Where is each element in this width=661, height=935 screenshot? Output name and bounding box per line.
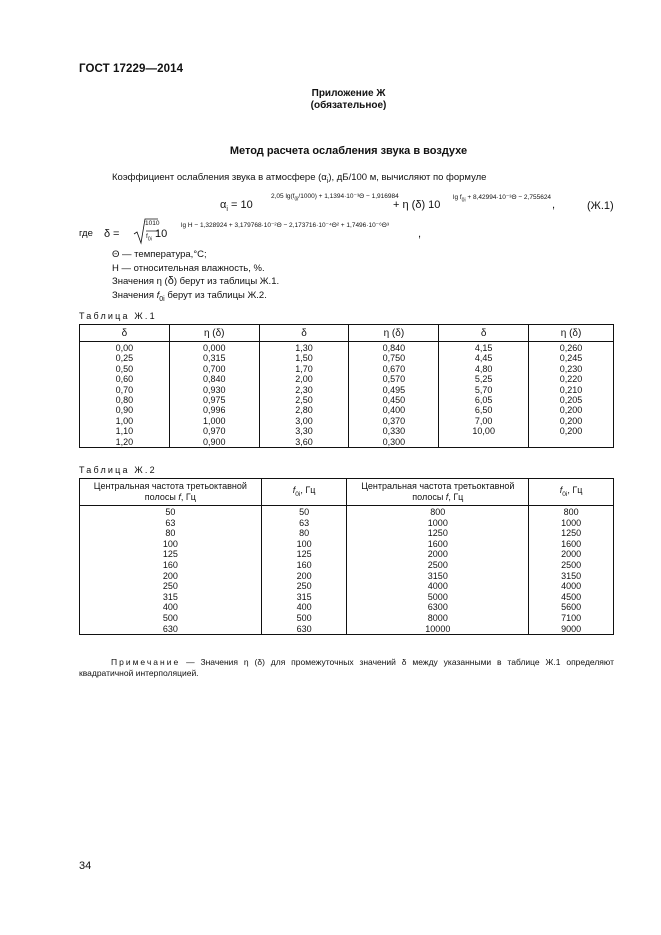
t2h3-line1: Центральная частота третьоктавной (361, 481, 515, 491)
t2h1-f: f (178, 492, 181, 502)
table-cell: 5,25 (439, 374, 529, 384)
table-cell: 3150 (347, 571, 529, 582)
table-cell: 1250 (529, 528, 614, 539)
table-cell: 630 (80, 624, 262, 635)
table-cell: 1,10 (80, 426, 170, 436)
table-cell: 80 (80, 528, 262, 539)
delta-base: 10 (155, 228, 168, 240)
table-cell: 7100 (529, 613, 614, 624)
t2h2-f: f (292, 484, 296, 495)
table-row (80, 506, 614, 518)
table2-header-freq-2 (347, 479, 529, 506)
table-cell: 0,60 (80, 374, 170, 384)
table-cell: 1,00 (80, 416, 170, 426)
table-cell: 1600 (347, 539, 529, 550)
formula-base: = 10 (227, 199, 253, 211)
table-cell: 0,245 (529, 353, 614, 363)
delta-den-sub: 0i (147, 236, 152, 243)
page-number: 34 (79, 860, 92, 872)
table-cell: 1,20 (80, 437, 170, 448)
table-cell: 2,00 (259, 374, 349, 384)
note (79, 657, 614, 679)
note-label: Примечание (111, 657, 181, 667)
formula-alpha-sub: i (226, 206, 228, 214)
table-cell: 4000 (347, 581, 529, 592)
def-eta (112, 275, 279, 289)
table-cell: 0,700 (169, 364, 259, 374)
table1-header: η (δ) (349, 325, 439, 342)
table-row (80, 560, 614, 571)
def-humidity: H — относительная влажность, %. (112, 262, 265, 274)
table-cell: 50 (261, 506, 347, 518)
table1-caption: Таблица Ж.1 (79, 311, 157, 321)
table-cell: 5,70 (439, 385, 529, 395)
t2h2-unit: , Гц (300, 484, 316, 495)
document-code: ГОСТ 17229—2014 (79, 63, 184, 75)
def-eta-delta: δ (167, 275, 174, 287)
table-row (80, 426, 614, 436)
table-cell: 800 (529, 506, 614, 518)
formula-plus: + η (δ) 10 (393, 199, 441, 211)
table-cell: 6300 (347, 602, 529, 613)
where-label: где (79, 228, 93, 239)
table-row (80, 613, 614, 624)
formula-exponent-1: 2,05 $\lg(f_{0i}/1000) + 1,1394\cdot 10^{-3}\Theta - 1,916984$ (271, 193, 399, 203)
table-cell: 0,970 (169, 426, 259, 436)
t2h1-line2: полосы (144, 492, 179, 502)
table-cell: 0,200 (529, 426, 614, 436)
formula-exp1-a: 2,05 lg(f (271, 193, 295, 200)
table-cell: 3,00 (259, 416, 349, 426)
table-cell: 50 (80, 506, 262, 518)
table-cell: 2,30 (259, 385, 349, 395)
intro-text (112, 172, 486, 185)
intro-text-tail: ), дБ/100 м, вычисляют по формуле (328, 172, 487, 183)
table-cell: 0,200 (529, 416, 614, 426)
table-cell: 0,220 (529, 374, 614, 384)
table-cell: 250 (261, 581, 347, 592)
delta-exponent: lg H − 1,328924 + 3,179768·10⁻²Θ − 2,173716·10⁻⁴Θ² + 1,7496·10⁻⁶Θ³ (181, 222, 390, 229)
table-cell: 6,50 (439, 405, 529, 415)
table-cell: 400 (80, 602, 262, 613)
table-cell: 0,330 (349, 426, 439, 436)
formula-plus-term (393, 199, 440, 211)
table-cell (529, 437, 614, 448)
t2h4-unit: , Гц (567, 484, 583, 495)
table2-header-row (80, 479, 614, 506)
delta-formula (104, 217, 464, 245)
annex-heading (0, 88, 661, 112)
table-cell: 0,570 (349, 374, 439, 384)
definitions (112, 248, 279, 306)
table-row (80, 364, 614, 374)
delta-eq: = (113, 228, 120, 240)
table-row (80, 571, 614, 582)
table-cell: 160 (80, 560, 262, 571)
table-cell: 0,750 (349, 353, 439, 363)
table1-header-row (80, 325, 614, 342)
t2h2-sub: 0i (295, 490, 301, 498)
table-row (80, 374, 614, 384)
formula-exp1-sub: 0i (294, 196, 299, 203)
table-cell: 6,05 (439, 395, 529, 405)
table-cell: 0,80 (80, 395, 170, 405)
table2-caption: Таблица Ж.2 (79, 465, 157, 475)
attenuation-formula (205, 190, 565, 218)
t2h3-unit: , Гц (448, 492, 464, 502)
table-cell: 10000 (347, 624, 529, 635)
table1-header: η (δ) (169, 325, 259, 342)
table1-header: δ (80, 325, 170, 342)
table-cell: 2,50 (259, 395, 349, 405)
formula-exp1-den: 1000 (300, 193, 315, 200)
table-row (80, 416, 614, 426)
table-cell: 1600 (529, 539, 614, 550)
table-cell: 0,495 (349, 385, 439, 395)
table2-header-f0i-2 (529, 479, 614, 506)
table-cell: 1,70 (259, 364, 349, 374)
t2h3-f: f (445, 492, 449, 502)
table-cell: 0,400 (349, 405, 439, 415)
delta-end: , (418, 228, 422, 240)
formula-exp1-tail: ) + 1,1394·10⁻³Θ − 1,916984 (314, 193, 399, 200)
table-row (80, 405, 614, 415)
table-cell: 3150 (529, 571, 614, 582)
def-f0i (112, 289, 279, 306)
def-f-symbol: f (156, 289, 160, 301)
table-cell: 100 (80, 539, 262, 550)
table-cell: 400 (261, 602, 347, 613)
table-cell: 4,15 (439, 342, 529, 354)
table-cell: 315 (261, 592, 347, 603)
formula-lhs (220, 199, 253, 213)
table-cell: 0,840 (169, 374, 259, 384)
def-f-suffix: берут из таблицы Ж.2. (164, 289, 267, 301)
table-cell: 2,80 (259, 405, 349, 415)
table-cell: 2000 (347, 549, 529, 560)
formula-end: , (552, 199, 556, 211)
intro-text-main: Коэффициент ослабления звука в атмосфере (α (112, 172, 327, 183)
table-row (80, 602, 614, 613)
t2h4-sub: 0i (562, 490, 568, 498)
table-cell: 63 (80, 518, 262, 529)
t2h1-line1: Центральная частота третьоктавной (93, 481, 247, 491)
equation-number: (Ж.1) (587, 200, 614, 212)
t2h1-unit: , Гц (180, 492, 196, 502)
table-cell: 500 (261, 613, 347, 624)
table-row (80, 539, 614, 550)
table-cell: 125 (261, 549, 347, 560)
table-cell: 0,840 (349, 342, 439, 354)
table-cell: 0,210 (529, 385, 614, 395)
table-cell: 0,370 (349, 416, 439, 426)
table-cell: 0,975 (169, 395, 259, 405)
table-1 (79, 324, 614, 448)
table-cell: 0,260 (529, 342, 614, 354)
table-row (80, 549, 614, 560)
table-cell: 0,50 (80, 364, 170, 374)
table-cell: 0,930 (169, 385, 259, 395)
table-cell: 0,90 (80, 405, 170, 415)
table-row (80, 353, 614, 363)
table-cell: 160 (261, 560, 347, 571)
table-cell: 500 (80, 613, 262, 624)
table-cell: 2500 (347, 560, 529, 571)
formula-exp2-sub: 0i (461, 197, 466, 204)
t2h3-line2: полосы (412, 492, 446, 502)
table-cell: 0,205 (529, 395, 614, 405)
table-cell: 1,000 (169, 416, 259, 426)
table2-body (80, 506, 614, 635)
intro-sub: i (326, 177, 329, 185)
table-cell: 1,50 (259, 353, 349, 363)
table-cell: 7,00 (439, 416, 529, 426)
note-text: — Значения η (δ) для промежуточных значений δ между указанными в таблице Ж.1 определяют квадратичной интерполяцией. (79, 657, 614, 678)
table-cell: 8000 (347, 613, 529, 624)
formula-exponent-2 (453, 193, 551, 203)
table-cell: 0,00 (80, 342, 170, 354)
delta-numerator: 1010 (145, 220, 160, 227)
t2h4-f: f (559, 484, 563, 495)
table-cell: 800 (347, 506, 529, 518)
table-row (80, 437, 614, 448)
delta-den-f: f (146, 233, 148, 240)
table2-header-freq-1 (80, 479, 262, 506)
table1-body (80, 342, 614, 448)
table-cell: 10,00 (439, 426, 529, 436)
table-cell: 200 (261, 571, 347, 582)
table-cell: 1000 (347, 518, 529, 529)
table-cell: 2000 (529, 549, 614, 560)
table-row (80, 385, 614, 395)
table-cell: 0,25 (80, 353, 170, 363)
table-cell: 3,60 (259, 437, 349, 448)
table-cell: 5600 (529, 602, 614, 613)
table-cell: 0,900 (169, 437, 259, 448)
table-row (80, 624, 614, 635)
table-cell: 4,45 (439, 353, 529, 363)
table-cell: 0,315 (169, 353, 259, 363)
table-cell: 0,996 (169, 405, 259, 415)
def-f-sub: 0i (159, 295, 165, 303)
table-cell: 0,200 (529, 405, 614, 415)
table-cell: 4000 (529, 581, 614, 592)
table-row (80, 342, 614, 354)
table-cell: 4,80 (439, 364, 529, 374)
table-cell: 63 (261, 518, 347, 529)
table-row (80, 518, 614, 529)
table-cell: 5000 (347, 592, 529, 603)
formula-exp2-a: lg f (453, 194, 462, 201)
table-cell: 0,000 (169, 342, 259, 354)
table-2 (79, 478, 614, 635)
table-row (80, 592, 614, 603)
table-cell: 80 (261, 528, 347, 539)
formula-alpha: α (220, 199, 227, 211)
def-f-prefix: Значения (112, 289, 157, 301)
delta-lhs: δ (104, 228, 111, 240)
def-eta-prefix: Значения η ( (112, 276, 168, 287)
table-cell: 200 (80, 571, 262, 582)
table1-header: η (δ) (529, 325, 614, 342)
table-row (80, 395, 614, 405)
annex-status: (обязательное) (310, 100, 387, 111)
table-cell: 0,450 (349, 395, 439, 405)
table-row (80, 581, 614, 592)
table-cell: 0,670 (349, 364, 439, 374)
table-cell: 1000 (529, 518, 614, 529)
table-cell: 250 (80, 581, 262, 592)
annex-title: Приложение Ж (311, 88, 386, 99)
formula-exp2-tail: + 8,42994·10⁻³Θ − 2,755624 (465, 194, 552, 201)
table-cell: 100 (261, 539, 347, 550)
table-row (80, 528, 614, 539)
table-cell: 0,230 (529, 364, 614, 374)
table-cell: 2500 (529, 560, 614, 571)
table-cell: 1,30 (259, 342, 349, 354)
delta-denominator (146, 233, 152, 242)
table-cell: 125 (80, 549, 262, 560)
table-cell: 630 (261, 624, 347, 635)
table-cell: 9000 (529, 624, 614, 635)
table1-header: δ (259, 325, 349, 342)
table-cell (439, 437, 529, 448)
def-theta: Θ — температура,°С; (112, 249, 207, 260)
section-title: Метод расчета ослабления звука в воздухе (229, 145, 468, 157)
table-cell: 1250 (347, 528, 529, 539)
table-cell: 0,300 (349, 437, 439, 448)
table1-header: δ (439, 325, 529, 342)
table-cell: 315 (80, 592, 262, 603)
table-cell: 0,70 (80, 385, 170, 395)
table2-header-f0i-1 (261, 479, 347, 506)
table-cell: 4500 (529, 592, 614, 603)
def-eta-suffix: ) берут из таблицы Ж.1. (173, 276, 280, 287)
table-cell: 3,30 (259, 426, 349, 436)
